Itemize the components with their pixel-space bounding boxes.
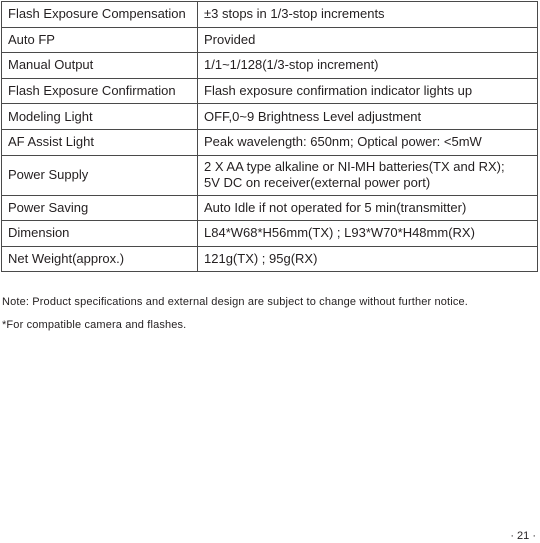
spec-row-dimension <box>2 221 538 247</box>
spec-value: ±3 stops in 1/3-stop increments <box>198 2 538 28</box>
compatibility-footnote: *For compatible camera and flashes. <box>2 319 187 331</box>
spec-row-power-supply <box>2 155 538 195</box>
spec-name: Flash Exposure Confirmation <box>2 78 198 104</box>
spec-value: Flash exposure confirmation indicator lights up <box>198 78 538 104</box>
spec-name: Modeling Light <box>2 104 198 130</box>
spec-value: 2 X AA type alkaline or NI-MH batteries(TX and RX); 5V DC on receiver(external power port) <box>198 155 538 195</box>
spec-row-manual-output <box>2 53 538 79</box>
spec-row-flash-exposure-confirmation <box>2 78 538 104</box>
spec-value: OFF,0~9 Brightness Level adjustment <box>198 104 538 130</box>
spec-name: AF Assist Light <box>2 129 198 155</box>
specification-table <box>1 1 538 272</box>
spec-value: 1/1~1/128(1/3-stop increment) <box>198 53 538 79</box>
spec-row-af-assist-light <box>2 129 538 155</box>
page-number: · 21 · <box>510 530 536 542</box>
spec-name: Auto FP <box>2 27 198 53</box>
spec-value: L84*W68*H56mm(TX) ; L93*W70*H48mm(RX) <box>198 221 538 247</box>
spec-name: Power Saving <box>2 195 198 221</box>
spec-name: Flash Exposure Compensation <box>2 2 198 28</box>
spec-name: Power Supply <box>2 155 198 195</box>
spec-value: Provided <box>198 27 538 53</box>
spec-row-modeling-light <box>2 104 538 130</box>
spec-name: Net Weight(approx.) <box>2 246 198 272</box>
spec-value: Auto Idle if not operated for 5 min(transmitter) <box>198 195 538 221</box>
spec-row-net-weight <box>2 246 538 272</box>
spec-row-power-saving <box>2 195 538 221</box>
spec-row-flash-exposure-compensation <box>2 2 538 28</box>
spec-row-auto-fp <box>2 27 538 53</box>
spec-value: Peak wavelength: 650nm; Optical power: <5mW <box>198 129 538 155</box>
spec-value: 121g(TX) ; 95g(RX) <box>198 246 538 272</box>
spec-name: Manual Output <box>2 53 198 79</box>
disclaimer-note: Note: Product specifications and external design are subject to change without further notice. <box>2 296 468 308</box>
spec-name: Dimension <box>2 221 198 247</box>
